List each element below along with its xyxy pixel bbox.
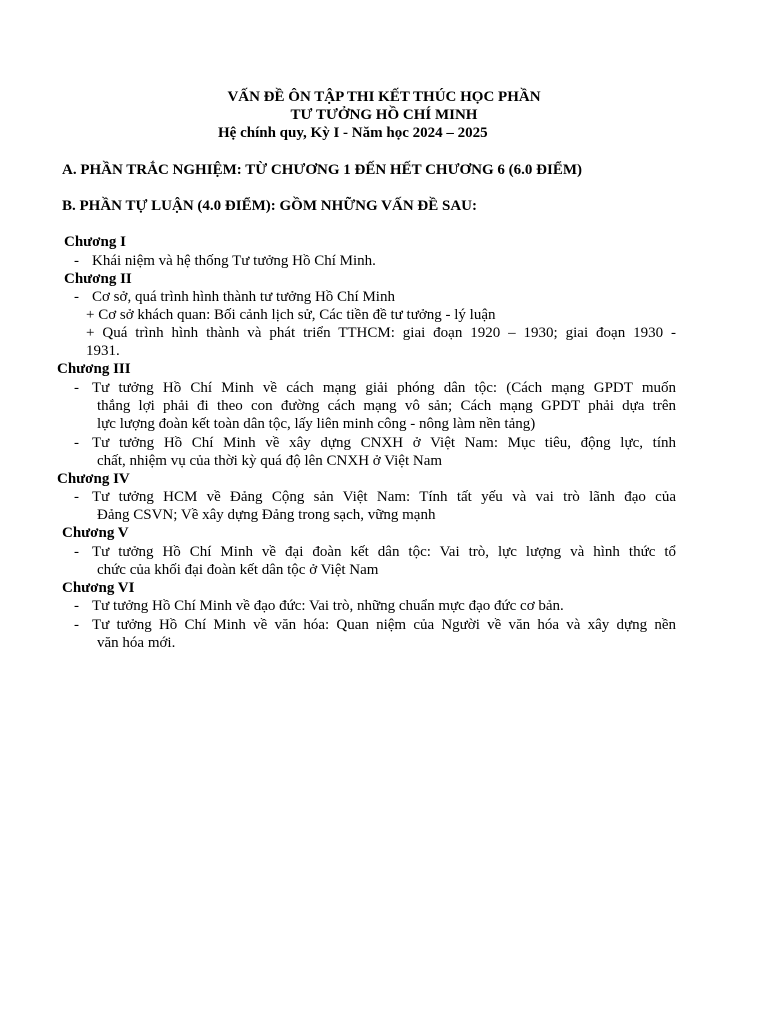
chapter-6-item-2-cont: văn hóa mới. <box>97 635 176 651</box>
chapter-5-title: Chương V <box>62 525 129 541</box>
bullet-dash: - <box>74 380 79 396</box>
chapter-2-sub-item-2-cont: 1931. <box>86 343 120 359</box>
chapter-6-item-2: Tư tưởng Hồ Chí Minh về văn hóa: Quan niệm của Người về văn hóa và xây dựng nền <box>92 617 676 633</box>
chapter-2-sub-item-2: + Quá trình hình thành và phát triển TTHCM: giai đoạn 1920 – 1930; giai đoạn 1930 - <box>86 325 676 341</box>
chapter-3-item-1-cont-2: lực lượng đoàn kết toàn dân tộc, lấy liên minh công - nông làm nền tảng) <box>97 416 536 432</box>
chapter-3-item-2: Tư tưởng Hồ Chí Minh về xây dựng CNXH ở Việt Nam: Mục tiêu, động lực, tính <box>92 435 676 451</box>
section-a-heading: A. PHẦN TRẮC NGHIỆM: TỪ CHƯƠNG 1 ĐẾN HẾT CHƯƠNG 6 (6.0 ĐIỂM) <box>62 162 583 178</box>
chapter-6-item-1: Tư tưởng Hồ Chí Minh về đạo đức: Vai trò, những chuẩn mực đạo đức cơ bản. <box>92 598 564 614</box>
doc-title-line-1: VẤN ĐỀ ÔN TẬP THI KẾT THÚC HỌC PHẦN <box>227 89 541 105</box>
bullet-dash: - <box>74 289 79 305</box>
chapter-4-item-1-cont: Đảng CSVN; Về xây dựng Đảng trong sạch, vững mạnh <box>97 507 436 523</box>
chapter-3-item-1-cont-1: thắng lợi phải đi theo con đường cách mạng vô sản; Cách mạng GPDT phải dựa trên <box>97 398 676 414</box>
bullet-dash: - <box>74 253 79 269</box>
doc-title-line-2: TƯ TƯỞNG HỒ CHÍ MINH <box>290 107 478 123</box>
chapter-2-item: Cơ sở, quá trình hình thành tư tưởng Hồ Chí Minh <box>92 289 395 305</box>
chapter-3-title: Chương III <box>57 361 131 377</box>
chapter-4-title: Chương IV <box>57 471 130 487</box>
section-b-heading: B. PHẦN TỰ LUẬN (4.0 ĐIỂM): GỒM NHỮNG VẤN ĐỀ SAU: <box>62 198 477 214</box>
chapter-1-title: Chương I <box>64 234 126 250</box>
bullet-dash: - <box>74 435 79 451</box>
chapter-5-item-1: Tư tưởng Hồ Chí Minh về đại đoàn kết dân tộc: Vai trò, lực lượng và hình thức tổ <box>92 544 676 560</box>
bullet-dash: - <box>74 598 79 614</box>
bullet-dash: - <box>74 617 79 633</box>
bullet-dash: - <box>74 544 79 560</box>
doc-subtitle: Hệ chính quy, Kỳ I - Năm học 2024 – 2025 <box>218 125 488 141</box>
chapter-3-item-1: Tư tưởng Hồ Chí Minh về cách mạng giải phóng dân tộc: (Cách mạng GPDT muốn <box>92 380 676 396</box>
chapter-4-item-1: Tư tưởng HCM về Đảng Cộng sản Việt Nam: Tính tất yếu và vai trò lãnh đạo của <box>92 489 676 505</box>
chapter-6-title: Chương VI <box>62 580 135 596</box>
chapter-5-item-1-cont: chức của khối đại đoàn kết dân tộc ở Việt Nam <box>97 562 379 578</box>
chapter-2-sub-item-1: + Cơ sở khách quan: Bối cảnh lịch sử, Các tiền đề tư tưởng - lý luận <box>86 307 496 323</box>
chapter-1-item: Khái niệm và hệ thống Tư tưởng Hồ Chí Minh. <box>92 253 376 269</box>
chapter-3-item-2-cont: chất, nhiệm vụ của thời kỳ quá độ lên CNXH ở Việt Nam <box>97 453 443 469</box>
chapter-2-title: Chương II <box>64 271 132 287</box>
bullet-dash: - <box>74 489 79 505</box>
